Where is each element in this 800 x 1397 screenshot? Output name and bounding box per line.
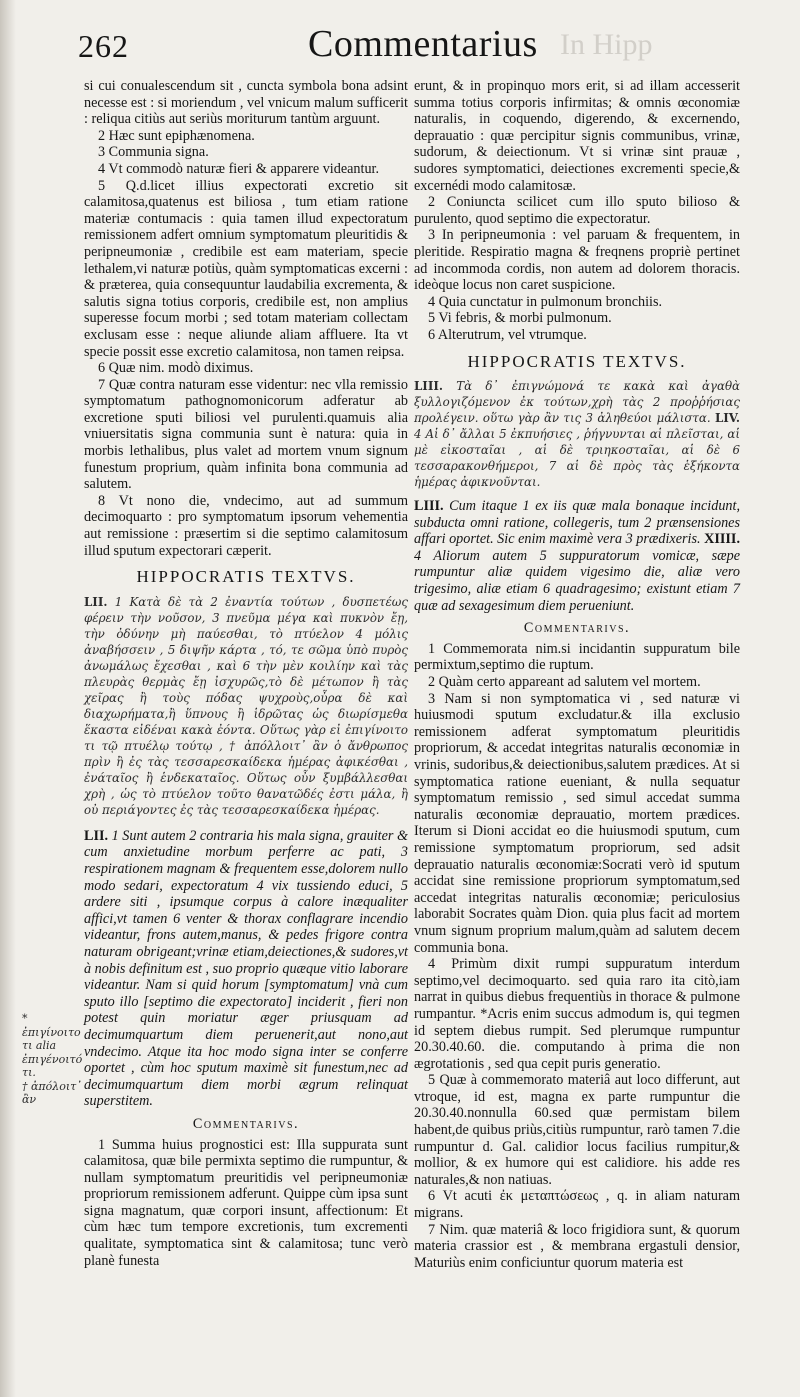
note-3: 3 In peripneumonia : vel paruam & frequentem, in pleritide. Respiratio magna & freqnens propriè pertinet ad incommoda cordis, non autem ad dolorem thoracis. ideòque locus non caret suspicione. [414, 227, 740, 294]
latin-text: 4 Aliorum autem 5 suppuratorum vomicæ, sæpe rumpuntur aliæ quidem vigesimo die, aliæ vero trigesimo, aliæ etiam 6 quadragesimo; existunt etiam 7 quæ ad sexagesimum diem perueniunt. [414, 547, 740, 614]
commentary-note-5: 5 Quæ à commemorato materiâ aut loco differunt, aut vtroque, id est, magna ex parte rumpuntur die 20.30.40.nonnulla 60.sed quæ permistam bilem habent,de quibus priùs,citiùs rumpuntur, rarò tamen 7.die rumpuntur d. Gal. calidior locus facilius rumpitur,& mollior, & ex humore qui est calidiore. his adde res naturales,& non natiuas. [414, 1072, 740, 1188]
paragraph: erunt, & in propinquo mors erit, si ad illam accesserit summa totius corporis infirmitas; & omnis œconomiæ naturalis, in coquendo, digerendo, & excernendo, deprauatio : quæ percipitur signis communibus, vrinæ, sudorum, & deiectionum. Vt si vrinæ sint prauæ , sudores symptomatici, deiectiones excrementi specie,& excernédi modo calamitosæ. [414, 78, 740, 194]
margin-note: † ἀπόλοιτ᾽ ἂν [22, 1079, 82, 1106]
margin-note: * ἐπιγίνοιτο τι alia ἐπιγένοιτό τι. [22, 1012, 83, 1079]
greek-text: 1 Κατὰ δὲ τὰ 2 ἐναντία τούτων , δυσπετέως φέρειν τὴν νοῦσον, 3 πνεῦμα μέγα καὶ πυκνὸν ἔῃ, τὴν ὀδύνην μὴ παύεσθαι, τὸ πτύελον 4 μόλις ἀναβήσσειν , 5 διψῆν κάρτα , τό, τε σῶμα ὑπὸ πυρὸς ἀνωμάλως ἔχεσθαι , καὶ 6 τὴν μὲν κοιλίην καὶ τὰς πλευρὰς θερμὰς ἔῃ ἰσχυρῶς,τὸ δὲ μέτωπον ἢ τὰς χεῖρας ἢ τοὺς πόδας ψυχροὺς,οὖρα δὲ καὶ διαχωρήματα,ἢ ὕπνους ἢ ἱδρῶτας ὡς διωρίσμεθα ἕκαστα εἰδέναι κακὰ ἐόντα. Οὕτως γὰρ εἰ ἐπιγίνοιτο τι τῷ πτυέλῳ τούτῳ , † ἀπόλλοιτ᾽ ἂν ὁ ἄνθρωπος πρὶν ἢ ἐς τὰς τεσσαρεσκαίδεκα ἡμέρας ἀφικέσθαι , ἐνάταῖος ἢ ἑνδεκαταῖος. Οὕτως οὖν ξυμβάλλεσθαι χρὴ , ὡς τὸ πτύελον τοῦτο θανατῶδές ἐστι μάλα, ἢ οὐ περιάγοντες ἐς τὰς τεσσαρεσκαίδεκα ἡμέρας. [84, 594, 409, 817]
commentary-note-3: 3 Nam si non symptomatica vi , sed naturæ vi huiusmodi sputum excludatur.& illa exclusio remissionem adferat symptomatum pleuritidis propriorum, & accedat integritas naturalis œconomiæ in vrinis, sudoribus,& deiectionibus,salutem prædices. At si symptomatica ratione eueniant, & nulla sequatur symptomatum remissio , sed simul accedat summa naturalis œconomiæ deprauatio, mortem prædices. Iterum si Dioni accidat eo die huiusmodi sputum, cum remissione symptomatum propriorum, sed adsit deprauatio naturalis œconomiæ:Socrati verò id sputum accidat sine remissione propriorum symptomatum,sed accedat integritas naturalis œconomiæ; periculosius laborabit Socrates quàm Dion. quia plus facit ad mortem vnum signum proprium malum,quàm ad salutem decem communia bona. [414, 690, 740, 956]
running-title: Commentarius [308, 23, 538, 65]
commentary-note-2: 2 Quàm certo appareant ad salutem vel mortem. [428, 674, 701, 691]
text-number-label: LII. [84, 594, 108, 609]
page-header [0, 10, 800, 74]
latin-text: Cum itaque 1 ex iis quæ mala bonaque incidunt, subducta omni ratione, collegeris, tum 2 prænsensiones affari oportet. Sic enim maximè vera 3 prædixeris. [414, 498, 740, 548]
margin-notes [22, 1012, 88, 1107]
text-number-label: LII. [84, 827, 109, 844]
note-5: 5 Q.d.licet illius expectorati excretio sit calamitosa,quatenus est biliosa , tum etiam ratione materiæ contumacis : quia tamen illud expectoratum remissionem adfert omnium symptomatum pleuritidis & peripneumoniæ , credibile est eam materiam, specie lethalem,vi naturæ potiùs, quàm symptomaticas excerni : & præterea, quia consequuntur laudabilia excrementa, & salutis signa totius corporis, credibile est, non amplius superesse focum morbi ; sed totam materiam collectam exclusam esse : neque aliunde aliam affluere. Ita vt specie possit esse excretio calamitosa, non tamen reipsa. [84, 177, 408, 360]
bleed-through-title: In Hipp [560, 28, 653, 61]
page-number: 262 [78, 28, 129, 64]
commentary-note-1: 1 Summa huius prognostici est: Illa suppurata sunt calamitosa, quæ bile permixta septimo die rumpuntur, & nullam symptomatum preuritidis vel peripneumoniæ propriorum remissionem adferunt. Quippe cùm ipsa sunt signa magnatum, quæ corpori insunt, affectionum: Et cùm hæc tum tempore excretionis, tum excrementi qualitate, symptomatica sint & calamitosa; tunc verò planè funesta [84, 1136, 408, 1269]
page-gutter-shadow [0, 0, 16, 1397]
note-5: 5 Vi febris, & morbi pulmonum. [428, 310, 612, 327]
commentary-note-6: 6 Vt acuti ἐκ μεταπτώσεως , q. in aliam naturam migrans. [414, 1188, 740, 1222]
note-7: 7 Quæ contra naturam esse videntur: nec vlla remissio symptomatum pathognomonicorum adferatur ab excretione sputi biliosi vel purulenti.quamuis alia vniuersitatis signa communia sunt è natura: quia in morbis lethalibus, plus valet ad mortem vnum signum funestum proprium, quàm infinita bona communia ad salutem. [84, 376, 408, 493]
note-2: 2 Hæc sunt epiphænomena. [98, 127, 255, 144]
note-6: 6 Quæ nim. modò diximus. [98, 360, 254, 377]
commentary-note-4: 4 Primùm dixit rumpi suppuratum interdum septimo,vel decimoquarto. sed quia raro ita citò,iam narrat in quibus diebus frequentiùs in thorace & pulmone rumpantur. *Acris enim succus admodum is, qui tegmen id septem diebus rumpit. Sed plerumque rumpuntur 20.30.40.60. die. computando à prima die non ægrotationis , sed qua cepit puris generatio. [414, 956, 740, 1072]
latin-text-block [414, 498, 740, 614]
commentary-title: Commentarivs. [523, 620, 631, 637]
note-4: 4 Vt commodò naturæ fieri & apparere videantur. [98, 160, 380, 177]
commentary-note-7: 7 Nim. quæ materiâ & loco frigidiora sunt, & quorum materia crassior est , & membrana ergastuli densior, Maturiùs enim conficiuntur quorum materia est [414, 1221, 740, 1271]
note-8: 8 Vt nono die, vndecimo, aut ad summum decimoquarto : pro symptomatum ipsorum vehementia aut remissione : præsertim si die septimo calamitosum illud sputum expectorari cæperit. [84, 492, 408, 559]
note-6: 6 Alterutrum, vel vtrumque. [428, 326, 587, 343]
text-number-label: LIII. [414, 498, 444, 515]
greek-text-block [84, 594, 408, 818]
text-number-label: LIV. [714, 411, 740, 426]
section-title: HIPPOCRATIS TEXTVS. [467, 351, 687, 371]
greek-text: 4 Αἱ δ᾽ ἄλλαι 5 ἐκπυήσιες , ῥήγνυνται αἱ πλεῖσται, αἱ μὲ εἰκοσταῖαι , αἱ δὲ τριηκοσταῖαι, αἱ δὲ 6 τεσσαρακονθήμεροι, 7 αἱ δὲ πρὸς τὰς ἑξήκοντα ἡμέρας ἀφικνοῦνται. [414, 427, 740, 490]
greek-text: Τὰ δ᾽ ἐπιγνώμονά τε κακὰ καὶ ἀγαθὰ ξυλλογιζόμενον ἐκ τούτων,χρὴ τὰς 2 προῤῥήσιας προλέγειν. οὕτω γὰρ ἂν τις 3 ἀληθεύοι μάλιστα. [414, 379, 741, 426]
left-column [84, 78, 408, 1269]
text-number-label: XIIII. [704, 531, 741, 548]
note-2: 2 Coniuncta scilicet cum illo sputo bilioso & purulento, quod septimo die expectoratur. [414, 194, 740, 227]
latin-text: 1 Sunt autem 2 contraria his mala signa, grauiter & cum anxietudine morbum perferre ac pati, 3 respirationem magnam & frequentem esse,dolorem nullo modo sedari, expectoratum 4 vix tussiendo educi, 5 ardere siti , ipsumque corpus à calore inæqualiter affici,vt tamen 6 venter & thorax conflagrare incendio videantur, frons autem,manus, & pedes frigore contra naturam obrigeant;vrinæ etiam,deiectiones,& sudores,vt à nobis definitum est , suo proprio quæque vitio laborare videantur. Nam si quid horum [symptomatum] vnà cum sputo illo [septimo die expectorato] inciderit , fieri non potest quin moriatur æger priusquam ad decimumquartum diem peruenerit,aut nono,aut vndecimo. Atque ita hoc modo signa inter se conferre oportet , cùm hoc sputum maximè sit funestum,nec ad decimumquartum diem morbi ægrum relinquat superstitem. [84, 827, 409, 1110]
greek-text-block [414, 378, 740, 490]
paragraph: si cui conualescendum sit , cuncta symbola bona adsint necesse est : si moriendum , vel vnicum malum sufficerit : reliqua citiùs aut seriùs moriturum tantùm arguunt. [84, 78, 408, 128]
commentary-note-1: 1 Commemorata nim.si incidantin suppuratum bile permixtum,septimo die ruptum. [414, 640, 740, 674]
commentary-title: Commentarivs. [192, 1115, 300, 1132]
note-3: 3 Communia signa. [98, 144, 209, 161]
text-number-label: LIII. [414, 379, 443, 394]
latin-text-block [84, 828, 408, 1110]
right-column [414, 78, 740, 1271]
section-title: HIPPOCRATIS TEXTVS. [136, 567, 356, 587]
note-4: 4 Quia cunctatur in pulmonum bronchiis. [428, 293, 663, 310]
